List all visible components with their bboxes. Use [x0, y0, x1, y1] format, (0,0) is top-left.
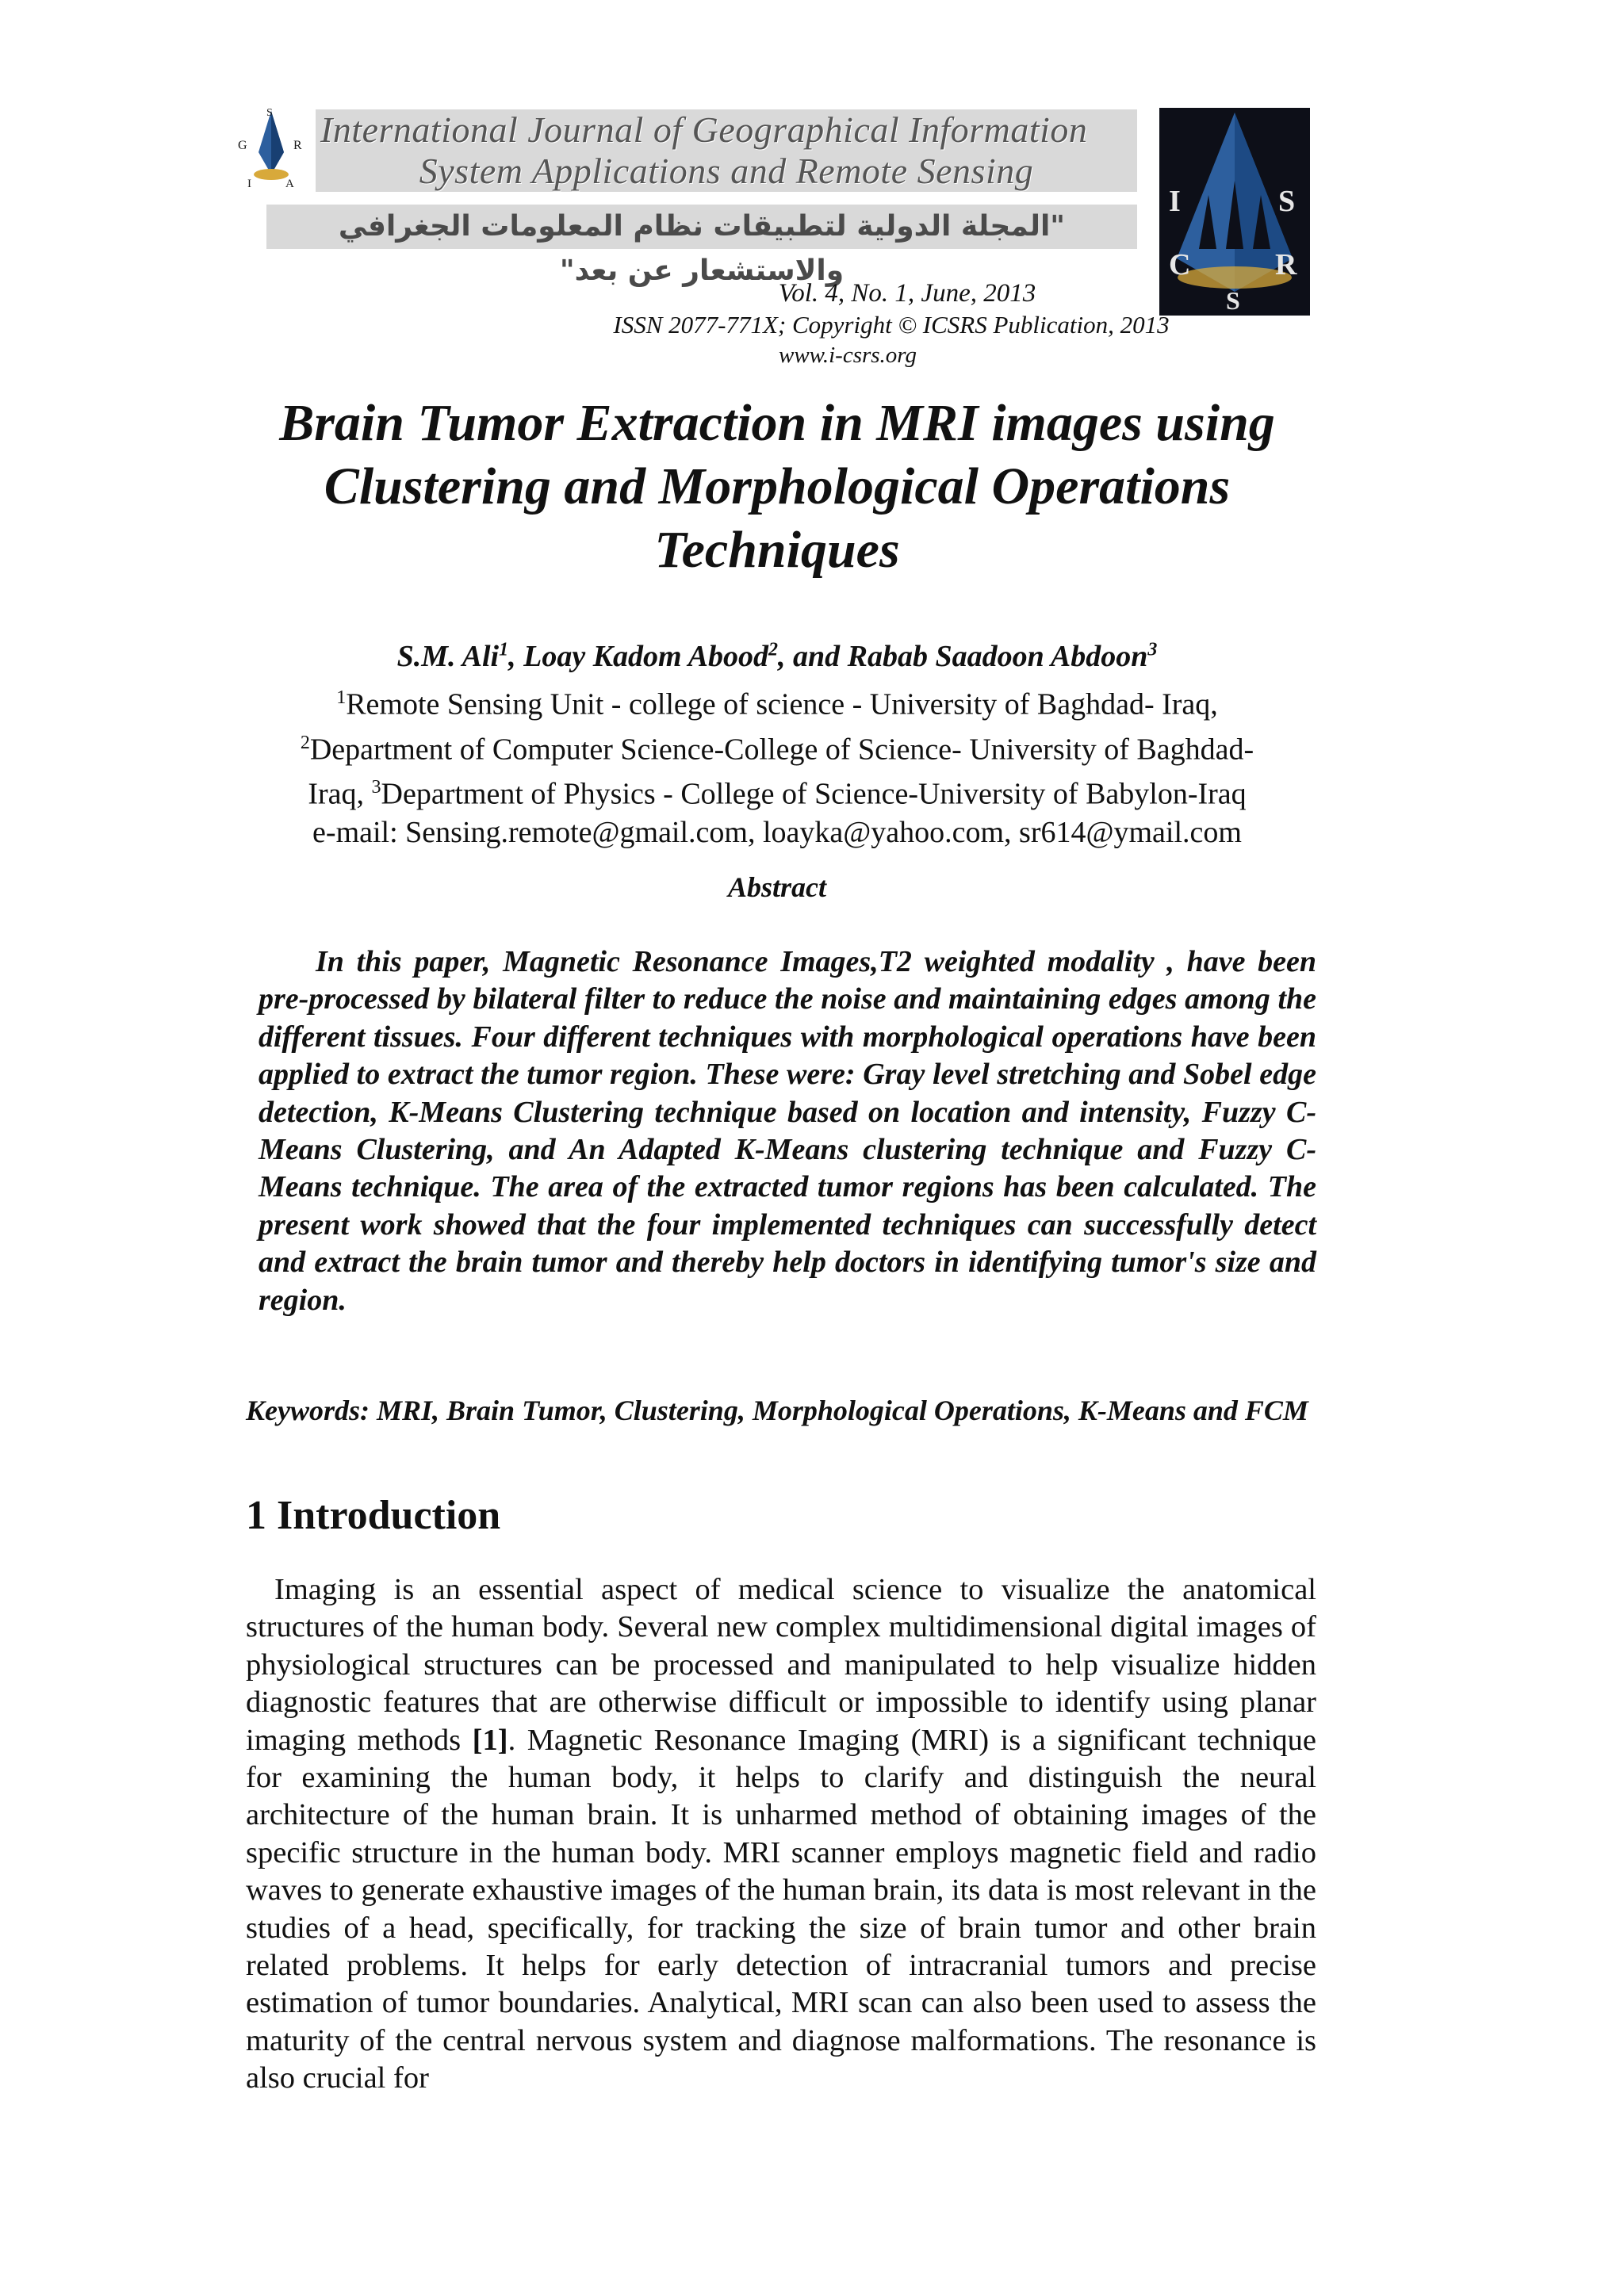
abstract-heading: Abstract	[727, 871, 826, 903]
affiliation-3: Department of Physics - College of Science-University of Babylon-Iraq	[381, 777, 1247, 811]
logo-letter-a: A	[285, 178, 294, 190]
introduction-paragraph	[246, 1571, 1316, 2098]
logo-letter-s: S	[266, 107, 273, 119]
affiliations: $^1$Remote Sensing Unit - college of science - University of Baghdad- Iraq, $^2$Department of Computer Science-College of Science- University of Baghdad- Iraq, $^3$Department of Physics - College of Science-University of Babylon-Iraq e-mail: Sensing.remote@gmail.com, loayka@yahoo.com, sr614@ymail.com	[238, 679, 1316, 851]
intro-text-part2: . Magnetic Resonance Imaging (MRI) is a significant technique for examining the human body, it helps to clarify and distinguish the neural architecture of the human brain. It is unharmed method of obtaining images of the specific structure in the human body. MRI scanner employs magnetic field and radio waves to generate exhaustive images of the human brain, its data is most relevant in the studies of a head, specifically, for tracking the size of brain tumor and other brain related problems. It helps for early detection of intracranial tumors and precise estimation of tumor boundaries. Analytical, MRI scan can also been used to assess the maturity of the central nervous system and diagnose malformations. The resonance is also crucial for	[246, 1723, 1316, 2095]
author-list: S.M. Ali$^1$, Loay Kadom Abood$^2$, and Rabab Saadoon Abdoon$^3$	[396, 639, 1158, 673]
section-heading-introduction: 1 Introduction	[246, 1493, 501, 1538]
journal-url: www.i-csrs.org	[778, 342, 917, 368]
affiliation-2-cont: Iraq,	[308, 777, 372, 811]
logo-letter-s: S	[1278, 185, 1296, 218]
abstract-text: In this paper, Magnetic Resonance Images,T2 weighted modality , have been pre-processed by bilateral filter to reduce the noise and maintaining edges among the different tissues. Four different techniques with morphological operations have been applied to extract the tumor region. These were: Gray level stretching and Sobel edge detection, K-Means Clustering technique based on location and intensity, Fuzzy C-Means Clustering, and An Adapted K-Means clustering technique and Fuzzy C-Means technique. The area of the extracted tumor regions has been calculated. The present work showed that the four implemented techniques can successfully detect and extract the brain tumor and thereby help doctors in identifying tumor's size and region.	[259, 945, 1316, 1317]
author-2: , Loay Kadom Abood	[508, 640, 769, 673]
logo-letter-s2: S	[1226, 286, 1240, 315]
paper-title	[238, 392, 1316, 582]
logo-letter-i: I	[1169, 185, 1181, 218]
intro-text-part1: Imaging is an essential aspect of medical science to visualize the anatomical structures of the human body. Several new complex multidimensional digital images of physiological structures can be processed and manipulated to help visualize hidden diagnostic features that are otherwise difficult or impossible to identify using planar imaging methods	[246, 1573, 1316, 1757]
logo-letter-i: I	[247, 178, 251, 190]
logo-letter-r: R	[1275, 248, 1297, 281]
logo-letter-c: C	[1169, 248, 1191, 281]
keywords: Keywords: MRI, Brain Tumor, Clustering, Morphological Operations, K-Means and FCM	[246, 1395, 1308, 1426]
title-line-1: Brain Tumor Extraction in MRI images using	[279, 394, 1275, 452]
title-line-2: Clustering and Morphological Operations	[324, 457, 1231, 515]
volume-issue-line: Vol. 4, No. 1, June, 2013	[778, 279, 1036, 308]
arabic-journal-title: "المجلة الدولية لتطبيقات نظام المعلومات الجغرافي والاستشعار عن بعد"	[266, 205, 1137, 249]
gsria-logo	[235, 105, 308, 192]
journal-name-banner	[316, 109, 1137, 192]
logo-letter-r: R	[293, 139, 302, 152]
author-3: , and Rabab Saadoon Abdoon	[778, 640, 1148, 673]
issn-copyright-line: ISSN 2077-771X; Copyright © ICSRS Publication, 2013	[613, 311, 1170, 339]
email-line: e-mail: Sensing.remote@gmail.com, loayka@yahoo.com, sr614@ymail.com	[312, 815, 1242, 849]
author-1: S.M. Ali	[396, 640, 500, 673]
title-line-3: Techniques	[654, 521, 900, 579]
affiliation-1: Remote Sensing Unit - college of science - University of Baghdad- Iraq,	[346, 687, 1218, 721]
affiliation-2: Department of Computer Science-College of Science- University of Baghdad-	[309, 733, 1254, 767]
journal-name-line1: International Journal of Geographical Information	[320, 109, 1088, 150]
journal-name-line2: System Applications and Remote Sensing	[419, 151, 1034, 191]
logo-letter-g: G	[238, 139, 247, 152]
citation-ref: [1]	[472, 1723, 508, 1757]
